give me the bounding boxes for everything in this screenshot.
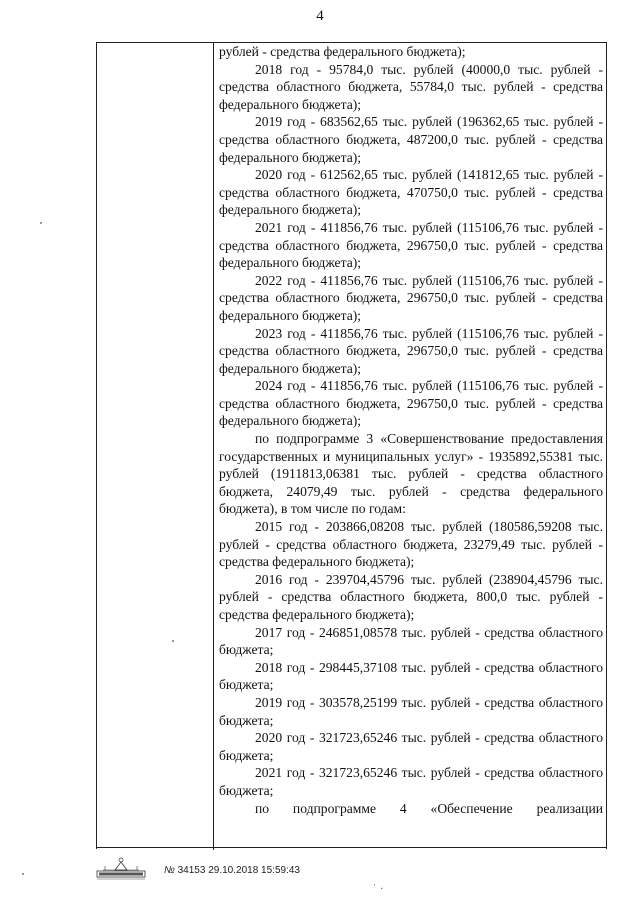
funding-paragraph: по подпрограмме 4 «Обеспечение реализации xyxy=(255,800,603,816)
funding-paragraph: по подпрограмме 3 «Совершенствование предоставления государственных и муниципальных услуг» - 1935892,55381 тыс. рублей (1911813,06381 тыс. рублей - средства областного бюджета, 24079,49 тыс. рублей - средства федерального бюджета), в том числе по годам: xyxy=(219,431,603,517)
funding-paragraph: 2016 год - 239704,45796 тыс. рублей (238904,45796 тыс. рублей - средства областного бюджета, 800,0 тыс. рублей - средства федерального бюджета); xyxy=(219,571,603,622)
scan-artifact: ˙ · xyxy=(372,884,384,895)
funding-paragraph: 2020 год - 321723,65246 тыс. рублей - средства областного бюджета; xyxy=(219,730,603,763)
column-divider xyxy=(213,42,214,850)
funding-paragraph: 2018 год - 298445,37108 тыс. рублей - средства областного бюджета; xyxy=(219,659,603,693)
funding-paragraph: 2015 год - 203866,08208 тыс. рублей (180586,59208 тыс. рублей - средства областного бюджета, 23279,49 тыс. рублей - средства федерального бюджета); xyxy=(219,519,603,570)
document-number: 34153 xyxy=(177,865,206,876)
funding-paragraph: 2019 год - 683562,65 тыс. рублей (196362,65 тыс. рублей - средства областного бюджета, 487200,0 тыс. рублей - средства федерального бюджета); xyxy=(219,114,603,165)
funding-paragraph: 2021 год - 411856,76 тыс. рублей (115106,76 тыс. рублей - средства областного бюджета, 296750,0 тыс. рублей - средства федерального бюджета); xyxy=(219,219,603,271)
funding-paragraph: 2018 год - 95784,0 тыс. рублей (40000,0 тыс. рублей - средства областного бюджета, 55784,0 тыс. рублей - средства федерального бюджета); xyxy=(219,61,603,112)
funding-paragraph: 2019 год - 303578,25199 тыс. рублей - средства областного бюджета; xyxy=(219,694,603,728)
funding-paragraph: рублей - средства федерального бюджета); xyxy=(219,44,466,59)
funding-paragraph: 2017 год - 246851,08578 тыс. рублей - средства областного бюджета; xyxy=(219,624,603,658)
page-number: 4 xyxy=(316,8,324,24)
scan-speck xyxy=(40,222,42,224)
scan-speck xyxy=(22,873,24,875)
number-sign: № xyxy=(164,865,175,876)
funding-paragraph: 2020 год - 612562,65 тыс. рублей (141812,65 тыс. рублей - средства областного бюджета, 470750,0 тыс. рублей - средства федерального бюджета); xyxy=(219,167,603,218)
table-bottom-rule xyxy=(96,847,607,848)
scan-speck xyxy=(172,640,174,642)
government-seal-logo-icon xyxy=(93,856,149,880)
registration-stamp xyxy=(164,865,300,877)
funding-paragraph: 2022 год - 411856,76 тыс. рублей (115106,76 тыс. рублей - средства областного бюджета, 296750,0 тыс. рублей - средства федерального бюджета); xyxy=(219,272,603,323)
funding-paragraph: 2023 год - 411856,76 тыс. рублей (115106,76 тыс. рублей - средства областного бюджета, 296750,0 тыс. рублей - средства федерального бюджета); xyxy=(219,325,603,376)
funding-text-cell xyxy=(219,43,603,817)
funding-paragraph: 2021 год - 321723,65246 тыс. рублей - средства областного бюджета; xyxy=(219,765,603,798)
document-timestamp: 29.10.2018 15:59:43 xyxy=(208,865,300,876)
funding-paragraph: 2024 год - 411856,76 тыс. рублей (115106,76 тыс. рублей - средства областного бюджета, 296750,0 тыс. рублей - средства федерального бюджета); xyxy=(219,378,603,429)
